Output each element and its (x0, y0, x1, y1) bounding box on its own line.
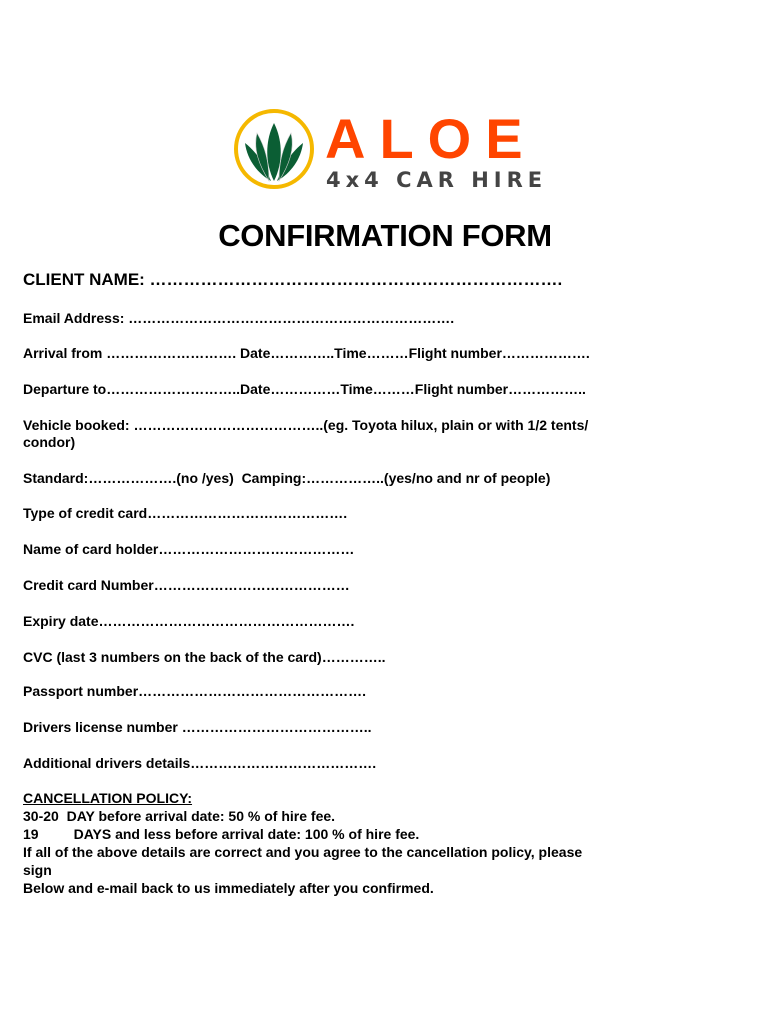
policy-line: 19 DAYS and less before arrival date: 100 % of hire fee. (23, 826, 420, 842)
passport-field: Passport number…………………………………………. (23, 683, 367, 699)
departure-field: Departure to………………………..Date……………Time………Flight number…………….. (23, 381, 586, 397)
email-field: Email Address: ……………………………………………………………. (23, 310, 455, 326)
policy-line: sign (23, 862, 52, 878)
client-name-field: CLIENT NAME: ………………………………………………………………. (23, 270, 563, 289)
card-holder-field: Name of card holder…………………………………… (23, 541, 355, 557)
license-field: Drivers license number ………………………………….. (23, 719, 372, 735)
policy-line: 30-20 DAY before arrival date: 50 % of hire fee. (23, 808, 336, 824)
vehicle-field-cont: condor) (23, 434, 76, 450)
arrival-field: Arrival from ………………………. Date…………..Time………Flight number………………. (23, 345, 590, 361)
policy-line: Below and e-mail back to us immediately after you confirmed. (23, 880, 434, 896)
policy-line: If all of the above details are correct and you agree to the cancellation policy, please (23, 844, 583, 860)
aloe-logo (233, 103, 545, 195)
aloe-plant-logo-icon (233, 103, 545, 195)
policy-heading: CANCELLATION POLICY: (23, 790, 193, 806)
cvc-field: CVC (last 3 numbers on the back of the card)………….. (23, 649, 386, 665)
card-type-field: Type of credit card……………………………………. (23, 505, 348, 521)
page-title: CONFIRMATION FORM (218, 218, 552, 253)
additional-drivers-field: Additional drivers details…………………………………. (23, 755, 377, 771)
vehicle-field: Vehicle booked: …………………………………..(eg. Toyota hilux, plain or with 1/2 tents/ (23, 417, 589, 433)
svg-text:ALOE: ALOE (325, 107, 537, 170)
expiry-field: Expiry date………………………………………………. (23, 613, 355, 629)
svg-text:4x4 CAR HIRE: 4x4 CAR HIRE (326, 168, 545, 192)
card-number-field: Credit card Number…………………………………… (23, 577, 350, 593)
standard-camping-field: Standard:……………….(no /yes) Camping:……………..(yes/no and nr of people) (23, 470, 551, 486)
